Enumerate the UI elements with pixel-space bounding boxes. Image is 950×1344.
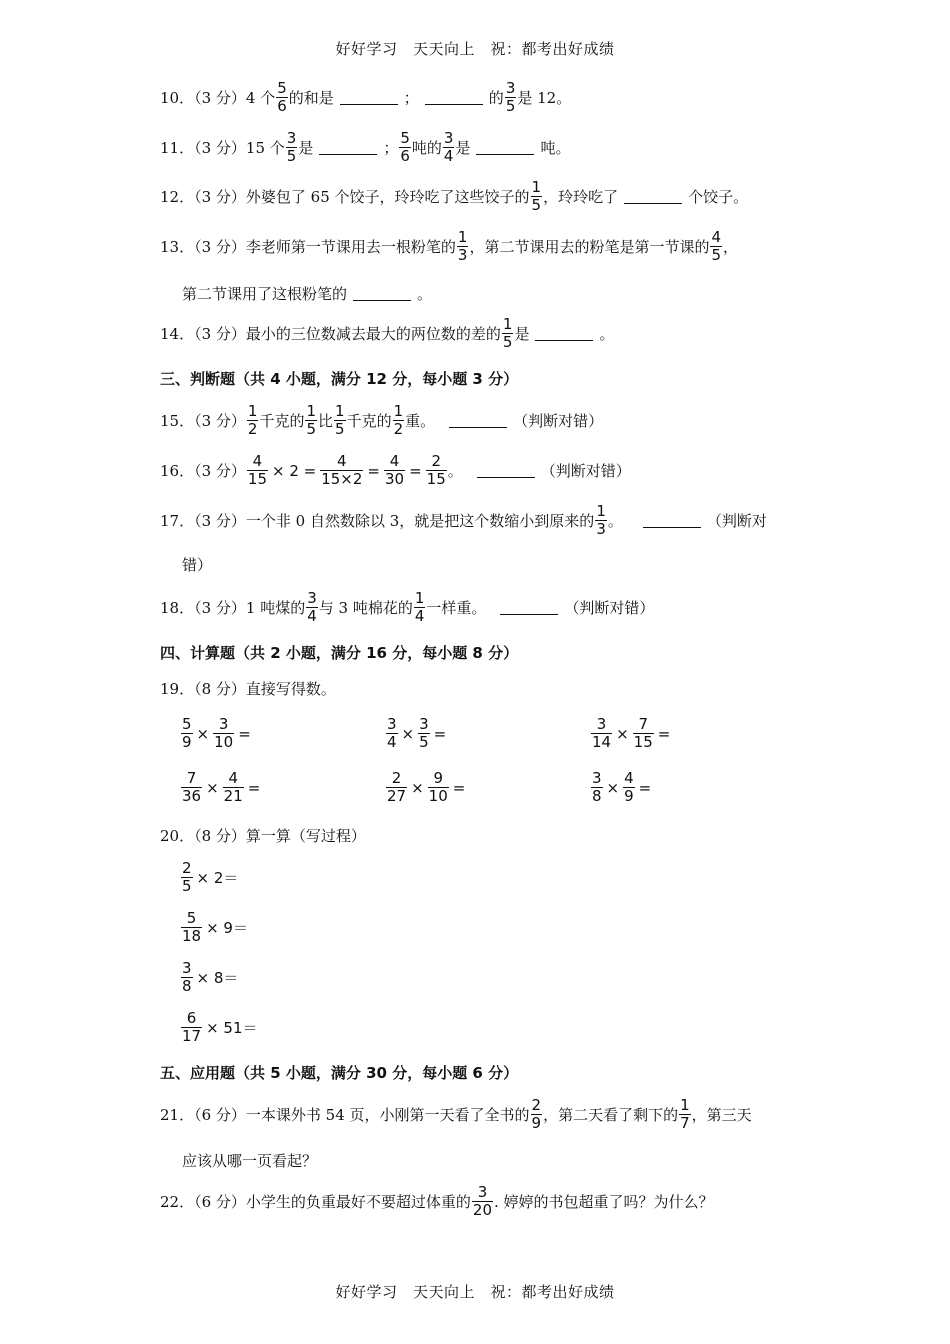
calc-item-6: $\frac{3}{8}$ × $\frac{4}{9}$ = [592,769,652,805]
question-21: 21．（6 分） 一本课外书 54 页，小刚第一天看了全书的 2 9 ，第二天看了剩下的 1 7 ，第三天 [160,1096,752,1132]
question-20: 20．（8 分） 算一算（写过程） [160,827,366,845]
page-footer: 好好学习 天天向上 祝：都考出好成绩 [335,1283,615,1301]
calc-step-4: $\frac{6}{17}$ × 51＝ [182,1009,258,1045]
fraction: 4 5 [711,228,722,264]
question-12: 12．（3 分） 外婆包了 65 个饺子，玲玲吃了这些饺子的 1 5 ，玲玲吃了 个饺子。 [160,178,749,214]
fraction: 2 9 [531,1096,542,1132]
question-22: 22．（6 分） 小学生的负重最好不要超过体重的 3 20 . 婷婷的书包超重了吗？为什么？ [160,1183,714,1219]
page-header: 好好学习 天天向上 祝：都考出好成绩 [335,40,615,58]
question-21-line-2: 应该从哪一页看起？ [182,1152,318,1170]
section-3-title: 三、判断题（共 4 小题，满分 12 分，每小题 3 分） [160,370,519,388]
calc-item-5: $\frac{2}{27}$ × $\frac{9}{10}$ = [387,769,466,805]
fraction: 5 6 [400,129,410,165]
question-11: 11．（3 分） 15 个 3 5 是 ； 5 6 吨的 3 4 是 吨。 [160,129,571,165]
answer-blank[interactable] [319,140,377,155]
calc-item-3: $\frac{3}{14}$ × $\frac{7}{15}$ = [592,715,671,751]
section-4-title: 四、计算题（共 2 小题，满分 16 分，每小题 8 分） [160,644,519,662]
question-15: 15．（3 分） 1 2 千克的 1 5 比 1 5 千克的 1 2 重。 （判断对错） [160,402,604,438]
answer-blank[interactable] [449,413,507,428]
fraction: 3 20 [472,1183,493,1219]
question-10: 10．（3 分） 4 个 5 6 的和是 ； 的 3 5 是 12。 [160,79,572,115]
answer-blank[interactable] [353,286,411,301]
fraction: $\frac{4}{15\times 2}$ [321,452,363,488]
question-14: 14．（3 分） 最小的三位数减去最大的两位数的差的 1 5 是 。 [160,315,615,351]
fraction: 1 5 [502,315,513,351]
answer-blank[interactable] [624,189,682,204]
answer-blank[interactable] [477,463,535,478]
question-16: 16．（3 分） $\frac{4}{15}$ × 2 = $\frac{4}{15\times 2}$ = $\frac{4}{30}$ = $\frac{2}{15}$ 。 （判断对错） [160,452,631,488]
answer-blank[interactable] [643,513,701,528]
fraction: 5 6 [277,79,287,115]
fraction: 1 3 [457,228,468,264]
fraction: 3 5 [286,129,297,165]
answer-blank[interactable] [425,90,483,105]
calc-step-2: $\frac{5}{18}$ × 9＝ [182,909,248,945]
fraction: 1 5 [306,402,317,438]
section-5-title: 五、应用题（共 5 小题，满分 30 分，每小题 6 分） [160,1064,519,1082]
fraction: $\frac{4}{30}$ [385,452,405,488]
calc-item-1: $\frac{5}{9}$ × $\frac{3}{10}$ = [182,715,251,751]
calc-step-1: $\frac{2}{5}$ × 2＝ [182,859,239,895]
question-19: 19．（8 分） 直接写得数。 [160,680,336,698]
calc-item-4: $\frac{7}{36}$ × $\frac{4}{21}$ = [182,769,261,805]
fraction: 1 7 [680,1096,690,1132]
fraction: 1 5 [335,402,345,438]
answer-blank[interactable] [476,140,534,155]
question-17: 17．（3 分） 一个非 0 自然数除以 3，就是把这个数缩小到原来的 1 3 。 （判断对 [160,502,767,538]
fraction: $\frac{4}{15}$ [247,452,267,488]
question-17-line-2: 错） [182,556,213,574]
fraction: 1 2 [247,402,258,438]
calc-item-2: $\frac{3}{4}$ × $\frac{3}{5}$ = [387,715,447,751]
question-13: 13．（3 分） 李老师第一节课用去一根粉笔的 1 3 ，第二节课用去的粉笔是第一节课的 4 5 ， [160,228,739,264]
answer-blank[interactable] [340,90,398,105]
fraction: 3 4 [307,589,317,625]
fraction: 1 5 [531,178,542,214]
fraction: 1 2 [393,402,404,438]
fraction: 1 4 [414,589,425,625]
fraction: 3 4 [443,129,454,165]
fraction: 1 3 [596,502,606,538]
fraction: $\frac{2}{15}$ [426,452,446,488]
answer-blank[interactable] [500,600,558,615]
fraction: 3 5 [505,79,516,115]
calc-step-3: $\frac{3}{8}$ × 8＝ [182,959,239,995]
question-18: 18．（3 分） 1 吨煤的 3 4 与 3 吨棉花的 1 4 一样重。 （判断对错） [160,589,655,625]
answer-blank[interactable] [535,326,593,341]
question-13-line-2: 第二节课用了这根粉笔的 。 [182,285,433,303]
